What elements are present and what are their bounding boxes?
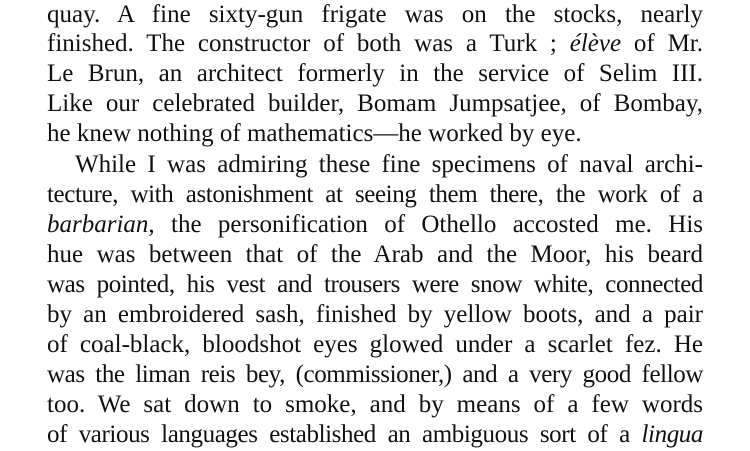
italic-word: lingua [641, 421, 703, 448]
text-run: , the personification of Othello accosted me. His [148, 211, 703, 238]
text-line: was pointed, his vest and trousers were snow white, connected [47, 271, 703, 298]
text-line: Le Brun, an architect formerly in the service of Selim III. [47, 60, 703, 87]
text-line: by an embroidered sash, finished by yellow boots, and a pair [47, 301, 703, 328]
text-line [47, 29, 703, 59]
text-line: of coal-black, bloodshot eyes glowed under a scarlet fez. He [47, 331, 703, 358]
italic-word: barbarian [47, 211, 149, 238]
text-run: of various languages established an ambiguous sort of a [47, 421, 642, 448]
text-line: tecture, with astonishment at seeing them there, the work of a [47, 181, 703, 208]
text-line: was the liman reis bey, (commissioner,) and a very good fellow [47, 361, 703, 388]
text-line [47, 210, 703, 240]
text-line [47, 420, 703, 450]
text-line: too. We sat down to smoke, and by means of a few words [47, 391, 703, 418]
text-line: Like our celebrated builder, Bomam Jumpsatjee, of Bombay, [47, 90, 703, 117]
text-line: hue was between that of the Arab and the Moor, his beard [47, 241, 703, 268]
text-line: he knew nothing of mathematics—he worked by eye. [47, 120, 582, 147]
text-line: While I was admiring these fine specimens of naval archi- [75, 151, 703, 178]
italic-word: élève [569, 30, 622, 57]
text-run: finished. The constructor of both was a Turk ; [47, 30, 570, 57]
text-line: quay. A fine sixty-gun frigate was on the stocks, nearly [47, 1, 703, 28]
text-run: of Mr. [621, 30, 703, 57]
